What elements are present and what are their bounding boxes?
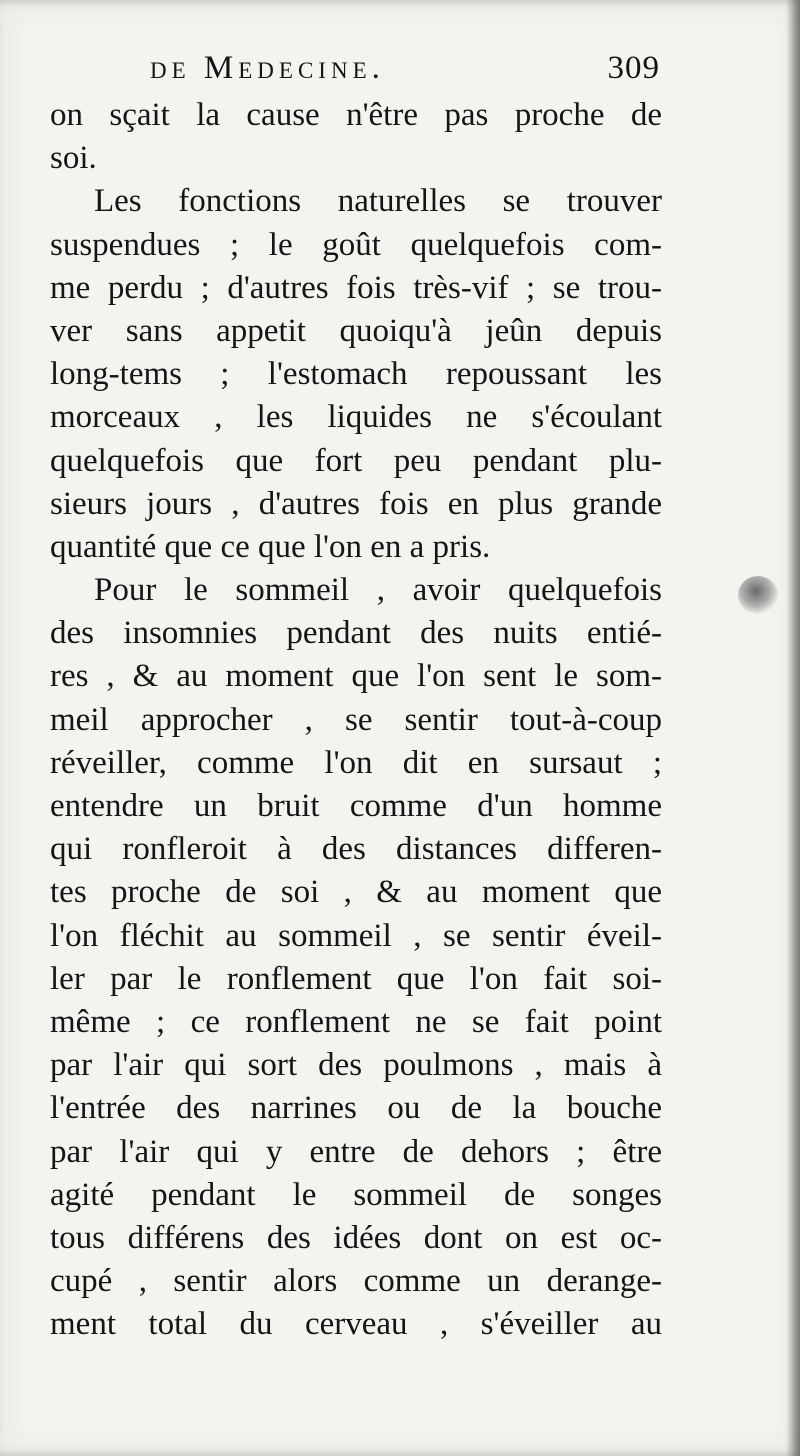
text-line: l'entrée des narrines ou de la bouche xyxy=(50,1090,662,1127)
text-line: Les fonctions naturelles se trouver xyxy=(94,183,662,220)
text-line: meil approcher , se sentir tout-à-coup xyxy=(50,701,662,738)
body-text xyxy=(50,94,662,1346)
ink-stain xyxy=(738,576,778,614)
text-line: réveiller, comme l'on dit en sursaut ; xyxy=(50,744,662,781)
text-line: qui ronfleroit à des distances differen- xyxy=(50,831,662,868)
text-line: tous différens des idées dont on est oc- xyxy=(50,1219,662,1256)
running-title: de Medecine. xyxy=(150,50,385,86)
text-line: par l'air qui sort des poulmons , mais à xyxy=(50,1047,662,1084)
text-line: soi. xyxy=(50,140,97,177)
text-line: par l'air qui y entre de dehors ; être xyxy=(50,1133,662,1170)
text-line: Pour le sommeil , avoir quelquefois xyxy=(94,572,662,609)
text-line: on sçait la cause n'être pas proche de xyxy=(50,97,662,133)
text-line: même ; ce ronflement ne se fait point xyxy=(50,1003,662,1040)
text-line: ler par le ronflement que l'on fait soi- xyxy=(50,960,662,997)
text-line: res , & au moment que l'on sent le som- xyxy=(50,658,662,695)
text-line: ver sans appetit quoiqu'à jeûn depuis xyxy=(50,312,662,349)
text-line: suspendues ; le goût quelquefois com- xyxy=(50,226,662,263)
text-line: sieurs jours , d'autres fois en plus grande xyxy=(50,485,662,522)
page-edge-shadow xyxy=(786,0,800,1456)
text-line: entendre un bruit comme d'un homme xyxy=(50,788,662,824)
text-line: ment total du cerveau , s'éveiller au xyxy=(50,1306,662,1343)
text-line: morceaux , les liquides ne s'écoulant xyxy=(50,399,662,436)
text-line: des insomnies pendant des nuits entié- xyxy=(50,615,662,652)
text-line: cupé , sentir alors comme un derange- xyxy=(50,1263,662,1300)
page-header xyxy=(150,50,660,94)
text-line: quantité que ce que l'on en a pris. xyxy=(50,528,491,565)
text-line: quelquefois que fort peu pendant plu- xyxy=(50,442,662,479)
page-number: 309 xyxy=(607,50,660,86)
text-line: agité pendant le sommeil de songes xyxy=(50,1176,662,1213)
text-line: tes proche de soi , & au moment que xyxy=(50,874,662,911)
text-line: me perdu ; d'autres fois très-vif ; se trou- xyxy=(50,269,662,306)
text-line: l'on fléchit au sommeil , se sentir éveil- xyxy=(50,917,662,954)
text-line: long-tems ; l'estomach repoussant les xyxy=(50,356,662,393)
